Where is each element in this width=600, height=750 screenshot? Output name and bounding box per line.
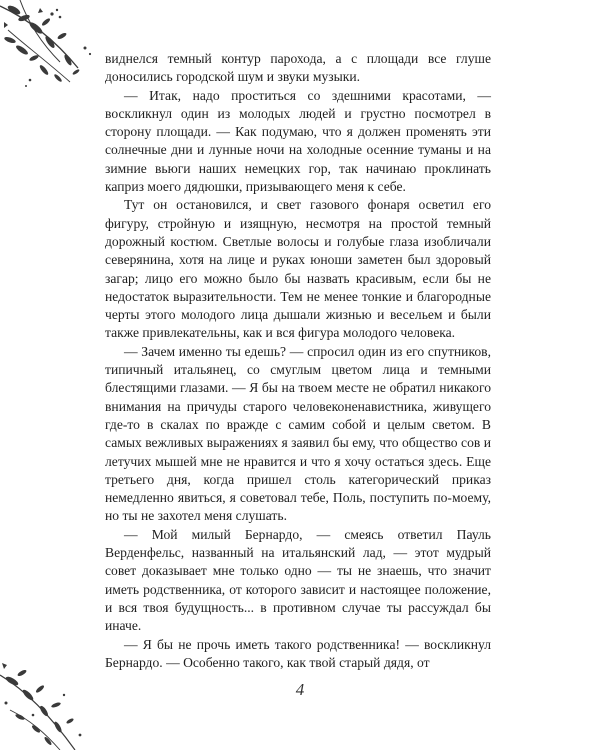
- floral-ornament-bottom-icon: [0, 655, 110, 750]
- paragraph: виднелся темный контур парохода, а с площади все глуше доносились городской шум и звуки музыки.: [105, 51, 491, 85]
- page-text: [105, 50, 491, 672]
- paragraph: — Я бы не прочь иметь такого родственника! — воскликнул Бернардо. — Особенно такого, как твой старый дядя, от: [105, 636, 491, 670]
- floral-ornament-top-icon: [0, 0, 120, 95]
- paragraph: — Зачем именно ты едешь? — спросил один из его спутников, типичный итальянец, со смуглым цветом лица и темными блестящими глазами. — Я бы на твоем месте не обратил никакого внимания на причуды старого человеконенавистника, живущего где-то в скалах по вражде с самим собой и целым светом. В самых вежливых выражениях я заявил бы ему, что общество сов и летучих мышей мне не нравится и что я хочу остаться здесь. Еще третьего дня, когда пришел столь категорический приказ немедленно явиться, я советовал тебе, Поль, поступить по-моему, но ты не захотел меня слушать.: [105, 343, 491, 524]
- page-number: 4: [295, 680, 305, 699]
- paragraph: Тут он остановился, и свет газового фонаря осветил его фигуру, стройную и изящную, несмотря на простой темный дорожный костюм. Светлые волосы и голубые глаза изобличали северянина, хотя на лице и руках юноши заметен был здоровый загар; лицо его можно было бы назвать красивым, если бы не недостаток выразительности. Тем не менее тонкие и благородные черты этого молодого лица дышали жизнью и весельем и были также привлекательны, как и вся фигура молодого человека.: [105, 197, 491, 341]
- paragraph: — Итак, надо проститься со здешними красотами, — воскликнул один из молодых людей и грустно посмотрел в сторону площади. — Как подумаю, что я должен променять эти солнечные дни и лунные ночи на холодные осенние туманы и на зимние вьюги наших немецких гор, так начинаю проклинать каприз моего дядюшки, призывающего меня к себе.: [105, 87, 491, 195]
- paragraph: — Мой милый Бернардо, — смеясь ответил Пауль Верденфельс, названный на итальянский лад, — этот мудрый совет доказывает мне только одно — ты не знаешь, что значит иметь родственника, от которого зависит и настоящее положение, и вся твоя будущность... в противном случае ты рассуждал бы иначе.: [105, 526, 491, 634]
